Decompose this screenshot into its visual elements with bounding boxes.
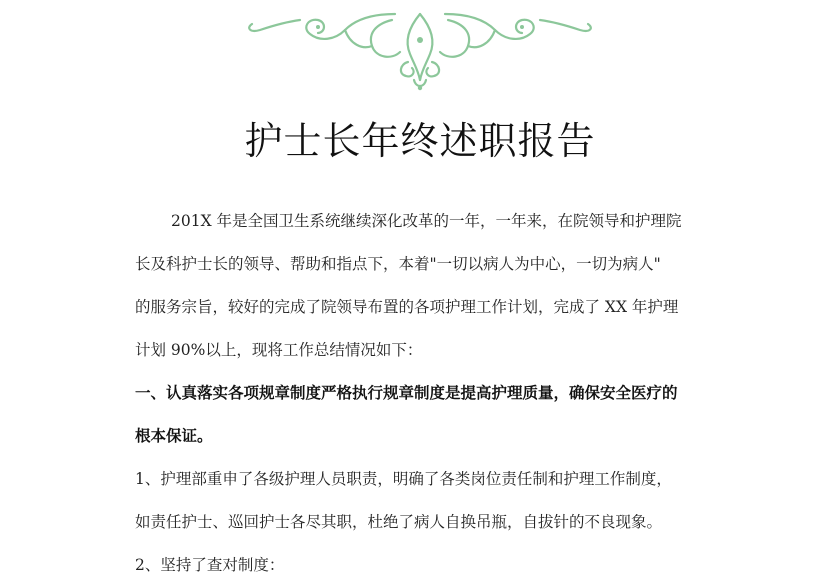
paragraph-line: 的服务宗旨，较好的完成了院领导布置的各项护理工作计划，完成了 XX 年护理 (135, 298, 679, 316)
section-heading: 根本保证。 (135, 427, 213, 445)
paragraph-line: 201X 年是全国卫生系统继续深化改革的一年，一年来，在院领导和护理院 (171, 212, 682, 230)
paragraph-line: 2、坚持了查对制度： (135, 556, 285, 574)
paragraph-line: 计划 90%以上，现将工作总结情况如下： (135, 341, 423, 359)
page-title: 护士长年终述职报告 (244, 119, 596, 163)
paragraph-line: 1、护理部重申了各级护理人员职责，明确了各类岗位责任制和护理工作制度， (135, 470, 672, 488)
paragraph-line: 如责任护士、巡回护士各尽其职，杜绝了病人自换吊瓶，自拔针的不良现象。 (135, 513, 663, 531)
paragraph-line: 长及科护士长的领导、帮助和指点下，本着"一切以病人为中心，一切为病人" (135, 255, 661, 273)
decorative-scroll-ornament (0, 0, 840, 95)
section-heading: 一、认真落实各项规章制度严格执行规章制度是提高护理质量，确保安全医疗的 (135, 384, 678, 402)
